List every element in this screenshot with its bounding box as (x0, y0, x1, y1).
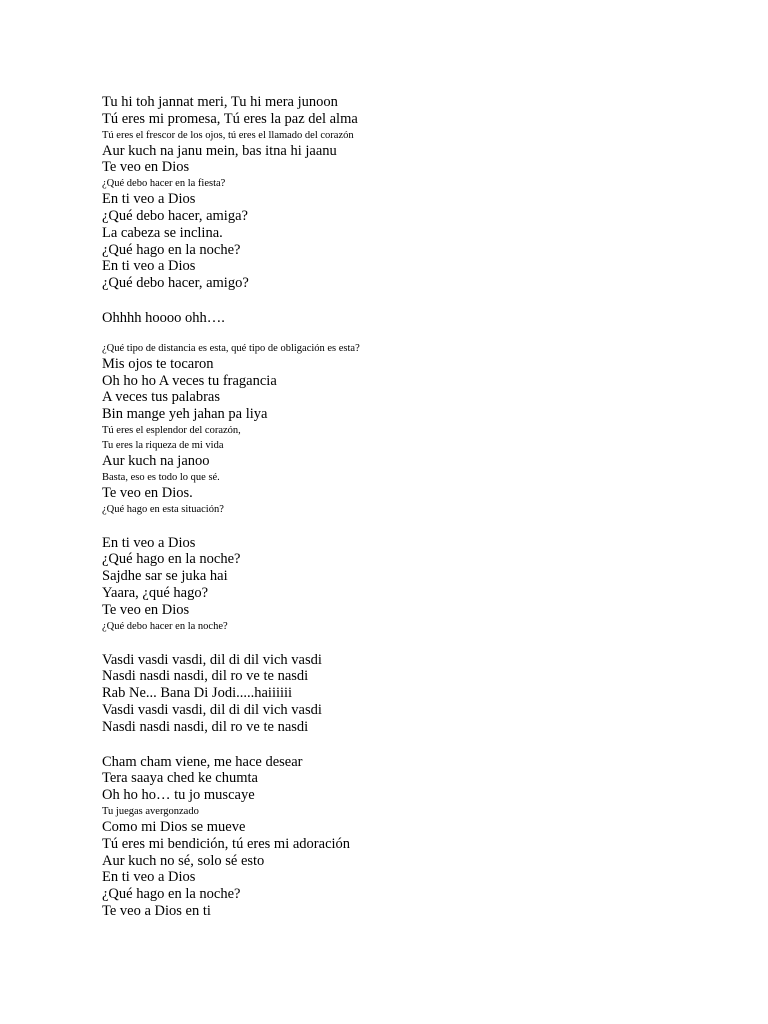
lyric-line: La cabeza se inclina. (102, 224, 223, 241)
lyric-line: Cham cham viene, me hace desear (102, 753, 303, 770)
lyric-line: Tú eres el frescor de los ojos, tú eres el llamado del corazón (102, 129, 354, 141)
lyric-line: Te veo a Dios en ti (102, 902, 211, 919)
lyric-line: Tu eres la riqueza de mi vida (102, 439, 224, 451)
lyric-line: Basta, eso es todo lo que sé. (102, 471, 220, 483)
lyric-line: Bin mange yeh jahan pa liya (102, 406, 268, 423)
lyric-line: En ti veo a Dios (102, 258, 196, 275)
lyric-line: Aur kuch no sé, solo sé esto (102, 852, 265, 869)
lyric-line: En ti veo a Dios (102, 534, 196, 551)
lyric-line: ¿Qué tipo de distancia es esta, qué tipo de obligación es esta? (102, 342, 360, 354)
lyric-line: Vasdi vasdi vasdi, dil di dil vich vasdi (102, 651, 322, 668)
lyric-line: Sajdhe sar se juka hai (102, 568, 228, 585)
lyric-line: Tu juegas avergonzado (102, 805, 199, 817)
lyric-line: Aur kuch na janu mein, bas itna hi jaanu (102, 142, 337, 159)
lyric-line: Te veo en Dios (102, 601, 190, 618)
lyric-line: Yaara, ¿qué hago? (102, 584, 209, 601)
lyric-line: Te veo en Dios. (102, 484, 193, 501)
lyric-line: Ohhhh hoooo ohh…. (102, 309, 225, 326)
lyric-line: Nasdi nasdi nasdi, dil ro ve te nasdi (102, 718, 309, 735)
lyric-line: Tú eres mi bendición, tú eres mi adoración (102, 835, 351, 852)
lyric-line: Oh ho ho A veces tu fragancia (102, 372, 277, 389)
lyric-line: ¿Qué debo hacer en la noche? (102, 620, 228, 632)
lyric-line: Nasdi nasdi nasdi, dil ro ve te nasdi (102, 668, 309, 685)
lyric-line: Tu hi toh jannat meri, Tu hi mera junoon (102, 94, 338, 110)
lyric-line: Tú eres mi promesa, Tú eres la paz del alma (102, 110, 358, 127)
lyric-line: ¿Qué hago en la noche? (102, 551, 241, 568)
lyric-line: Mis ojos te tocaron (102, 355, 214, 372)
lyric-line: Aur kuch na janoo (102, 452, 210, 469)
lyric-line: Rab Ne... Bana Di Jodi.....haiiiiii (102, 685, 293, 702)
lyric-line: En ti veo a Dios (102, 869, 196, 886)
lyric-line: En ti veo a Dios (102, 191, 196, 208)
lyric-line: ¿Qué hago en la noche? (102, 886, 241, 903)
lyric-line: ¿Qué hago en la noche? (102, 241, 241, 258)
lyric-line: Vasdi vasdi vasdi, dil di dil vich vasdi (102, 701, 322, 718)
lyric-line: Como mi Dios se mueve (102, 818, 246, 835)
lyric-line: ¿Qué debo hacer, amigo? (102, 275, 249, 292)
lyric-line: Oh ho ho… tu jo muscaye (102, 787, 255, 804)
lyric-line: Tera saaya ched ke chumta (102, 770, 258, 787)
lyric-line: ¿Qué hago en esta situación? (102, 503, 224, 515)
lyric-line: Tú eres el esplendor del corazón, (102, 424, 241, 436)
lyric-line: ¿Qué debo hacer en la fiesta? (102, 178, 226, 190)
lyrics-page (102, 94, 742, 920)
lyric-line: Te veo en Dios (102, 159, 190, 176)
lyric-line: A veces tus palabras (102, 389, 220, 406)
lyric-line: ¿Qué debo hacer, amiga? (102, 207, 248, 224)
